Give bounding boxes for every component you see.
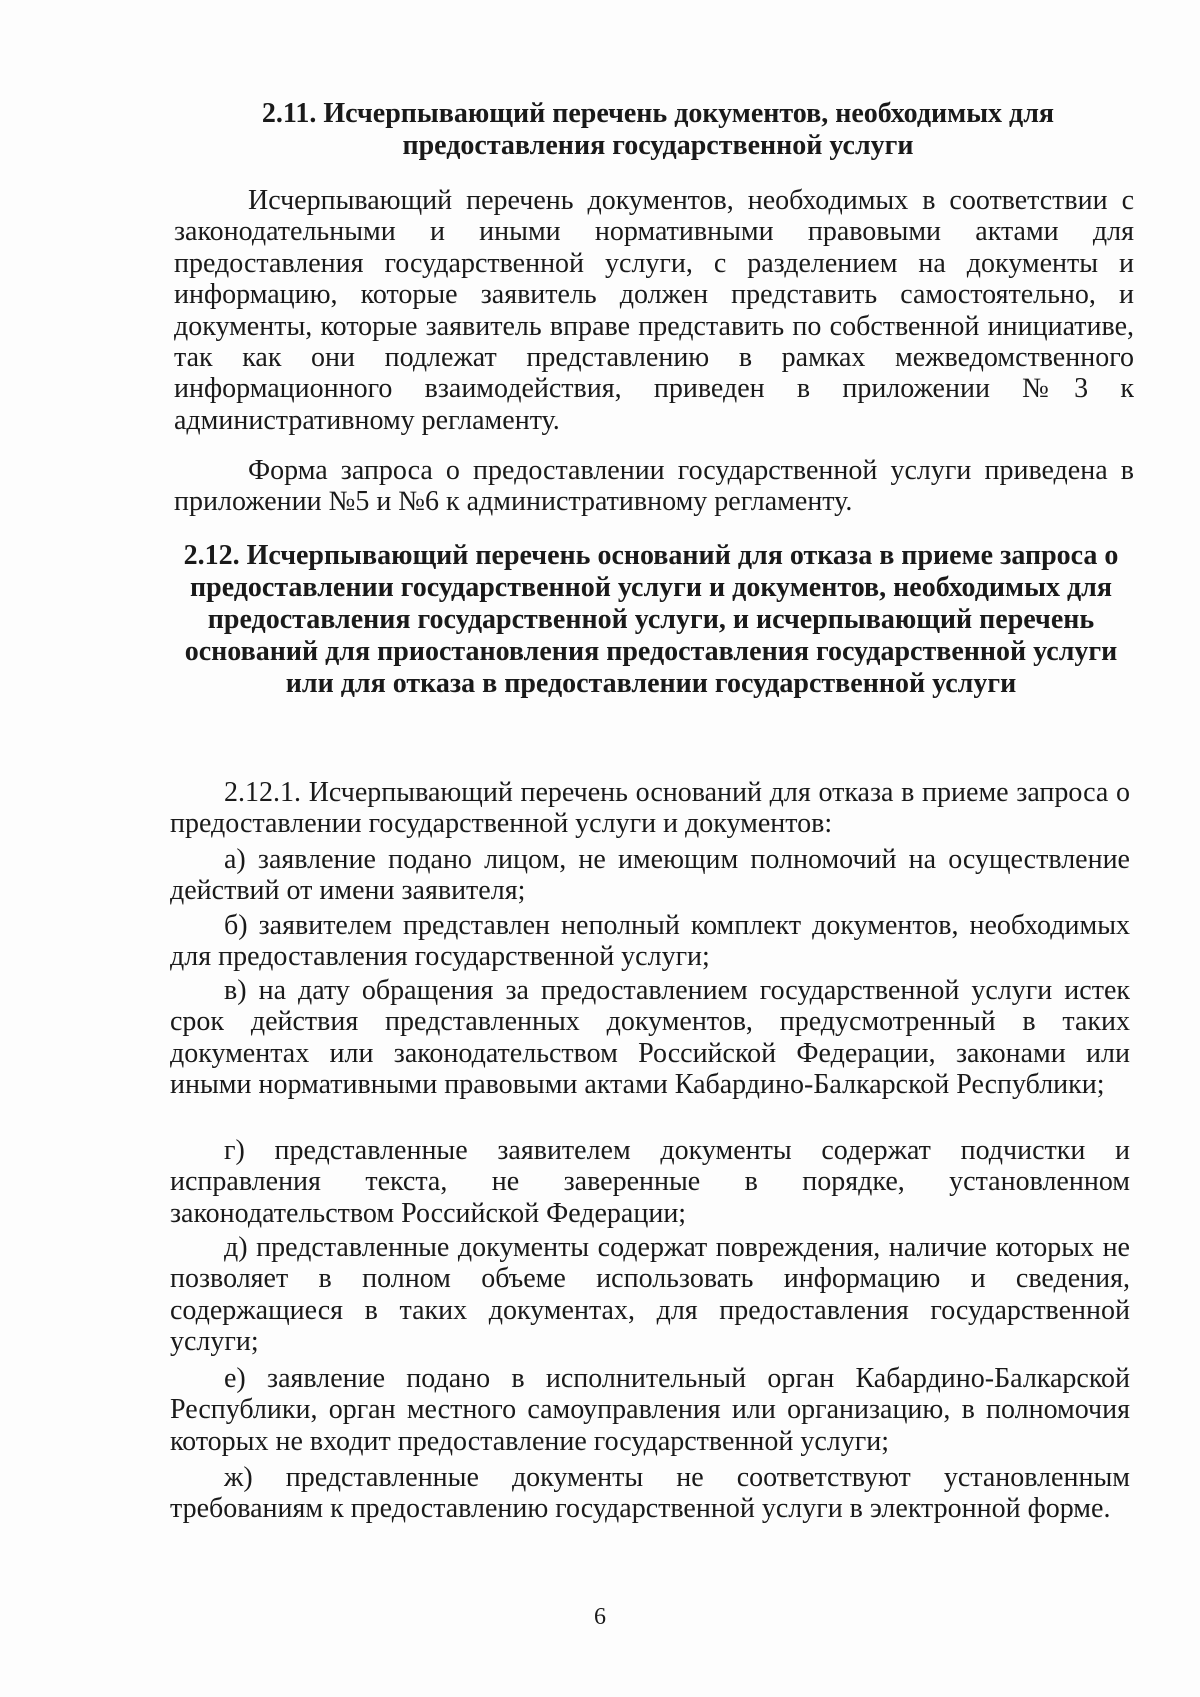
section-2-11-heading: 2.11. Исчерпывающий перечень документов, необходимых для предоставления государственной услуги: [261, 98, 1055, 161]
list-item-a: а) заявление подано лицом, не имеющим полномочий на осуществление действий от имени заявителя;: [170, 844, 1130, 907]
section-2-12-heading: 2.12. Исчерпывающий перечень оснований для отказа в приеме запроса о предоставлении государственной услуги и документов, необходимых для предоставления государственной услуги, и исчерпывающий перечень оснований для приостановления предоставления государственной услуги или для отказа в предоставлении государственной услуги: [183, 540, 1119, 699]
list-item-zh: ж) представленные документы не соответствуют установленным требованиям к предоставлению государственной услуги в электронной форме.: [170, 1462, 1130, 1525]
list-item-v: в) на дату обращения за предоставлением государственной услуги истек срок действия представленных документов, предусмотренный в таких документах или законодательством Российской Федерации, законами или иными нормативными правовыми актами Кабардино-Балкарской Республики;: [170, 975, 1130, 1101]
list-item-e: е) заявление подано в исполнительный орган Кабардино-Балкарской Республики, орган местного самоуправления или организацию, в полномочия которых не входит предоставление государственной услуги;: [170, 1363, 1130, 1457]
list-item-b: б) заявителем представлен неполный комплект документов, необходимых для предоставления государственной услуги;: [170, 910, 1130, 973]
list-item-d: д) представленные документы содержат повреждения, наличие которых не позволяет в полном объеме использовать информацию и сведения, содержащиеся в таких документах, для предоставления государственной услуги;: [170, 1232, 1130, 1358]
section-2-12-1-intro: 2.12.1. Исчерпывающий перечень оснований для отказа в приеме запроса о предоставлении государственной услуги и документов:: [170, 777, 1130, 840]
list-item-g: г) представленные заявителем документы содержат подчистки и исправления текста, не заверенные в порядке, установленном законодательством Российской Федерации;: [170, 1135, 1130, 1229]
section-2-11-paragraph-1: Исчерпывающий перечень документов, необходимых в соответствии с законодательными и иными нормативными правовыми актами для предоставления государственной услуги, с разделением на документы и информацию, которые заявитель должен представить самостоятельно, и документы, которые заявитель вправе представить по собственной инициативе, так как они подлежат представлению в рамках межведомственного информационного взаимодействия, приведен в приложении №3 к административному регламенту.: [174, 185, 1134, 436]
section-2-11-paragraph-2: Форма запроса о предоставлении государственной услуги приведена в приложении №5 и №6 к административному регламенту.: [174, 455, 1134, 518]
page-number: 6: [594, 1604, 606, 1630]
